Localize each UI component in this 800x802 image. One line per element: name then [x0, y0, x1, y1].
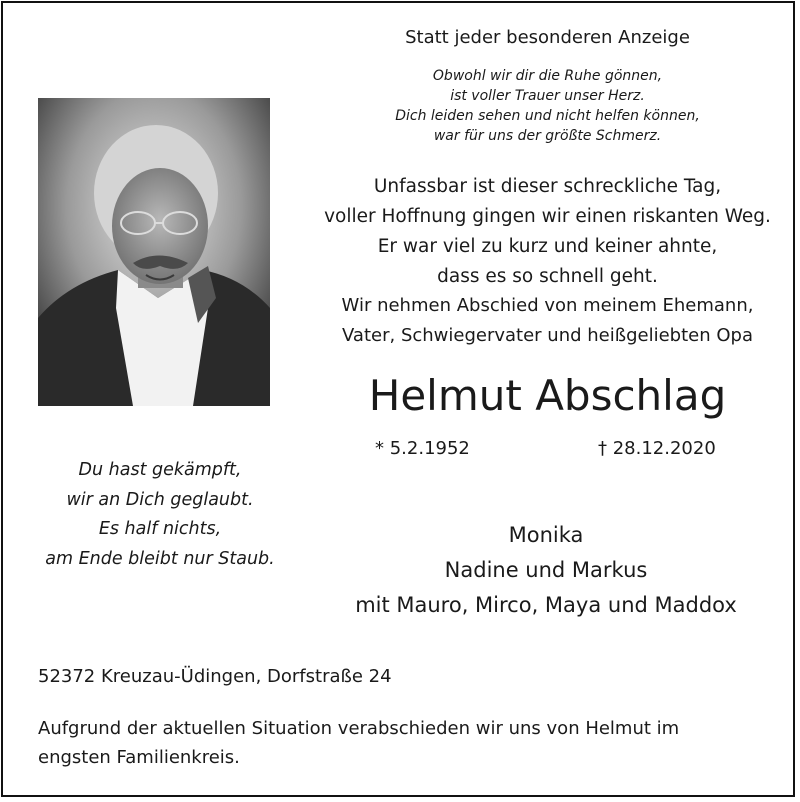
farewell-line: Vater, Schwiegervater und heißgeliebten Opa: [342, 325, 753, 346]
family-names: [320, 518, 772, 623]
farewell-text: [320, 291, 775, 351]
birth-date: * 5.2.1952: [375, 438, 470, 459]
poem-line: Dich leiden sehen und nicht helfen können,: [395, 108, 700, 124]
statement: [320, 172, 775, 292]
poem-line: ist voller Trauer unser Herz.: [450, 88, 645, 104]
quote-line: am Ende bleibt nur Staub.: [45, 548, 275, 569]
family-line: Monika: [508, 523, 584, 547]
address: 52372 Kreuzau-Üdingen, Dorfstraße 24: [38, 666, 392, 687]
statement-line: voller Hoffnung gingen wir einen riskanten Weg.: [324, 206, 771, 227]
closing-note: [38, 714, 758, 772]
note-line: Aufgrund der aktuellen Situation verabschieden wir uns von Helmut im: [38, 718, 680, 739]
quote: [20, 456, 300, 574]
poem-line: Obwohl wir dir die Ruhe gönnen,: [432, 68, 663, 84]
farewell-line: Wir nehmen Abschied von meinem Ehemann,: [341, 295, 754, 316]
poem: [320, 66, 775, 146]
family-line: Nadine und Markus: [444, 558, 648, 582]
quote-line: wir an Dich geglaubt.: [66, 489, 254, 510]
note-line: engsten Familienkreis.: [38, 747, 240, 768]
death-date: † 28.12.2020: [598, 438, 716, 459]
deceased-name: Helmut Abschlag: [368, 371, 727, 420]
notice-heading: Statt jeder besonderen Anzeige: [405, 27, 690, 48]
quote-line: Es half nichts,: [98, 519, 222, 539]
poem-line: war für uns der größte Schmerz.: [433, 128, 662, 144]
family-line: mit Mauro, Mirco, Maya und Maddox: [355, 593, 737, 617]
statement-line: Er war viel zu kurz und keiner ahnte,: [377, 236, 718, 257]
statement-line: dass es so schnell geht.: [437, 266, 658, 287]
quote-line: Du hast gekämpft,: [78, 460, 242, 480]
statement-line: Unfassbar ist dieser schreckliche Tag,: [373, 176, 722, 197]
portrait-photo: [38, 98, 270, 406]
